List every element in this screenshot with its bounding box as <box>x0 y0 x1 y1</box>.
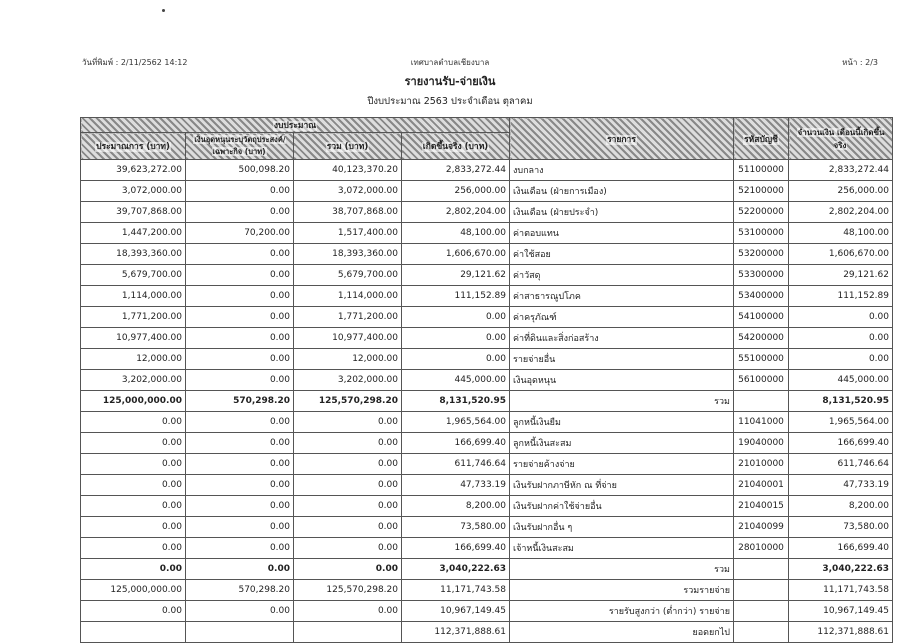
estimate-cell: 0.00 <box>81 475 186 496</box>
account-code-cell: 53200000 <box>734 244 789 265</box>
actual-cell: 73,580.00 <box>402 517 510 538</box>
actual-header: เกิดขึ้นจริง (บาท) <box>402 133 510 160</box>
table-row <box>81 433 893 454</box>
account-code-cell: 21040015 <box>734 496 789 517</box>
actual-cell: 29,121.62 <box>402 265 510 286</box>
table-row <box>81 328 893 349</box>
receipt-expense-table <box>80 117 893 643</box>
item-cell: รายจ่ายอื่น <box>510 349 734 370</box>
month-amount-cell: 0.00 <box>789 307 893 328</box>
table-row <box>81 202 893 223</box>
month-amount-cell: 48,100.00 <box>789 223 893 244</box>
account-code-cell: 54200000 <box>734 328 789 349</box>
item-cell: รวม <box>510 559 734 580</box>
specific-grant-cell: 0.00 <box>186 181 294 202</box>
specific-grant-cell: 0.00 <box>186 538 294 559</box>
account-code-cell: 53300000 <box>734 265 789 286</box>
specific-grant-cell: 0.00 <box>186 286 294 307</box>
table-row <box>81 181 893 202</box>
estimate-cell: 5,679,700.00 <box>81 265 186 286</box>
specific-grant-header: เงินอุดหนุนระบุวัตถุประสงค์/เฉพาะกิจ (บาท) <box>186 133 294 160</box>
total-cell: 0.00 <box>294 496 402 517</box>
table-row <box>81 370 893 391</box>
specific-grant-cell: 0.00 <box>186 496 294 517</box>
account-code-cell <box>734 391 789 412</box>
table-row <box>81 538 893 559</box>
estimate-header: ประมาณการ (บาท) <box>81 133 186 160</box>
specific-grant-cell: 0.00 <box>186 412 294 433</box>
specific-grant-cell: 570,298.20 <box>186 580 294 601</box>
estimate-cell: 1,114,000.00 <box>81 286 186 307</box>
table-row <box>81 286 893 307</box>
actual-cell: 8,131,520.95 <box>402 391 510 412</box>
item-cell: ยอดยกไป <box>510 622 734 643</box>
table-row <box>81 160 893 181</box>
total-cell: 38,707,868.00 <box>294 202 402 223</box>
actual-cell: 3,040,222.63 <box>402 559 510 580</box>
item-header: รายการ <box>510 118 734 160</box>
specific-grant-cell: 0.00 <box>186 265 294 286</box>
estimate-cell: 18,393,360.00 <box>81 244 186 265</box>
actual-cell: 11,171,743.58 <box>402 580 510 601</box>
estimate-cell: 0.00 <box>81 433 186 454</box>
specific-grant-cell: 0.00 <box>186 433 294 454</box>
specific-grant-cell: 0.00 <box>186 307 294 328</box>
account-code-cell <box>734 559 789 580</box>
specific-grant-cell: 500,098.20 <box>186 160 294 181</box>
item-cell: รายรับสูงกว่า (ต่ำกว่า) รายจ่าย <box>510 601 734 622</box>
item-cell: ค่าที่ดินและสิ่งก่อสร้าง <box>510 328 734 349</box>
account-code-cell: 53100000 <box>734 223 789 244</box>
budget-group-header: งบประมาณ <box>81 118 510 133</box>
month-amount-cell: 3,040,222.63 <box>789 559 893 580</box>
account-code-cell: 52200000 <box>734 202 789 223</box>
total-cell: 1,517,400.00 <box>294 223 402 244</box>
specific-grant-cell: 0.00 <box>186 349 294 370</box>
month-amount-cell: 73,580.00 <box>789 517 893 538</box>
actual-cell: 1,606,670.00 <box>402 244 510 265</box>
item-cell: เงินอุดหนุน <box>510 370 734 391</box>
table-row <box>81 391 893 412</box>
estimate-cell: 0.00 <box>81 454 186 475</box>
item-cell: ค่าใช้สอย <box>510 244 734 265</box>
account-code-cell: 52100000 <box>734 181 789 202</box>
month-amount-cell: 1,965,564.00 <box>789 412 893 433</box>
estimate-cell <box>81 622 186 643</box>
estimate-cell: 0.00 <box>81 538 186 559</box>
actual-cell: 166,699.40 <box>402 538 510 559</box>
account-code-cell: 21040001 <box>734 475 789 496</box>
total-cell: 0.00 <box>294 538 402 559</box>
total-header: รวม (บาท) <box>294 133 402 160</box>
table-row <box>81 223 893 244</box>
total-cell: 3,202,000.00 <box>294 370 402 391</box>
specific-grant-cell: 0.00 <box>186 370 294 391</box>
scan-speck <box>162 9 165 12</box>
month-amount-header: จำนวนเงิน เดือนนี้เกิดขึ้นจริง <box>789 118 893 160</box>
total-cell: 0.00 <box>294 601 402 622</box>
account-code-cell <box>734 622 789 643</box>
month-amount-cell: 2,802,204.00 <box>789 202 893 223</box>
total-cell: 0.00 <box>294 433 402 454</box>
item-cell: เงินเดือน (ฝ่ายประจำ) <box>510 202 734 223</box>
actual-cell: 0.00 <box>402 349 510 370</box>
actual-cell: 8,200.00 <box>402 496 510 517</box>
item-cell: ค่าตอบแทน <box>510 223 734 244</box>
specific-grant-cell: 0.00 <box>186 244 294 265</box>
account-code-cell: 51100000 <box>734 160 789 181</box>
report-subtitle: ปีงบประมาณ 2563 ประจำเดือน ตุลาคม <box>367 96 533 107</box>
page-number: หน้า : 2/3 <box>842 58 878 67</box>
total-cell: 0.00 <box>294 559 402 580</box>
total-cell: 0.00 <box>294 454 402 475</box>
table-body <box>81 160 893 643</box>
total-cell: 40,123,370.20 <box>294 160 402 181</box>
month-amount-cell: 0.00 <box>789 328 893 349</box>
actual-cell: 0.00 <box>402 328 510 349</box>
specific-grant-cell: 0.00 <box>186 517 294 538</box>
item-cell: รายจ่ายค้างจ่าย <box>510 454 734 475</box>
specific-grant-cell: 0.00 <box>186 454 294 475</box>
item-cell: งบกลาง <box>510 160 734 181</box>
item-cell: เงินรับฝากอื่น ๆ <box>510 517 734 538</box>
actual-cell: 48,100.00 <box>402 223 510 244</box>
item-cell: ค่าสาธารณูปโภค <box>510 286 734 307</box>
total-cell: 0.00 <box>294 475 402 496</box>
specific-grant-cell: 0.00 <box>186 559 294 580</box>
month-amount-cell: 1,606,670.00 <box>789 244 893 265</box>
estimate-cell: 39,707,868.00 <box>81 202 186 223</box>
total-cell: 0.00 <box>294 412 402 433</box>
actual-cell: 47,733.19 <box>402 475 510 496</box>
estimate-cell: 10,977,400.00 <box>81 328 186 349</box>
organization-name: เทศบาลตำบลเชียงบาล <box>410 58 490 67</box>
item-cell: รวมรายจ่าย <box>510 580 734 601</box>
estimate-cell: 3,072,000.00 <box>81 181 186 202</box>
specific-grant-cell: 0.00 <box>186 328 294 349</box>
actual-cell: 256,000.00 <box>402 181 510 202</box>
month-amount-cell: 11,171,743.58 <box>789 580 893 601</box>
total-cell: 12,000.00 <box>294 349 402 370</box>
specific-grant-cell <box>186 622 294 643</box>
total-cell: 3,072,000.00 <box>294 181 402 202</box>
specific-grant-cell: 0.00 <box>186 475 294 496</box>
actual-cell: 2,833,272.44 <box>402 160 510 181</box>
estimate-cell: 125,000,000.00 <box>81 391 186 412</box>
account-code-cell <box>734 580 789 601</box>
table-row <box>81 454 893 475</box>
table-row <box>81 601 893 622</box>
month-amount-cell: 8,131,520.95 <box>789 391 893 412</box>
estimate-cell: 39,623,272.00 <box>81 160 186 181</box>
table-row <box>81 265 893 286</box>
account-code-cell: 11041000 <box>734 412 789 433</box>
month-amount-cell: 0.00 <box>789 349 893 370</box>
estimate-cell: 125,000,000.00 <box>81 580 186 601</box>
table-row <box>81 475 893 496</box>
specific-grant-cell: 70,200.00 <box>186 223 294 244</box>
total-cell: 125,570,298.20 <box>294 580 402 601</box>
item-cell: ค่าครุภัณฑ์ <box>510 307 734 328</box>
actual-cell: 112,371,888.61 <box>402 622 510 643</box>
actual-cell: 1,965,564.00 <box>402 412 510 433</box>
item-cell: ลูกหนี้เงินยืม <box>510 412 734 433</box>
total-cell: 125,570,298.20 <box>294 391 402 412</box>
account-code-cell: 53400000 <box>734 286 789 307</box>
month-amount-cell: 8,200.00 <box>789 496 893 517</box>
total-cell <box>294 622 402 643</box>
item-cell: ค่าวัสดุ <box>510 265 734 286</box>
estimate-cell: 0.00 <box>81 412 186 433</box>
item-cell: เงินรับฝากค่าใช้จ่ายอื่น <box>510 496 734 517</box>
total-cell: 5,679,700.00 <box>294 265 402 286</box>
actual-cell: 445,000.00 <box>402 370 510 391</box>
account-code-cell: 19040000 <box>734 433 789 454</box>
total-cell: 1,771,200.00 <box>294 307 402 328</box>
actual-cell: 111,152.89 <box>402 286 510 307</box>
estimate-cell: 12,000.00 <box>81 349 186 370</box>
report-title: รายงานรับ-จ่ายเงิน <box>404 75 496 88</box>
table-row <box>81 244 893 265</box>
estimate-cell: 3,202,000.00 <box>81 370 186 391</box>
account-code-header: รหัสบัญชี <box>734 118 789 160</box>
table-row <box>81 349 893 370</box>
estimate-cell: 0.00 <box>81 601 186 622</box>
specific-grant-cell: 570,298.20 <box>186 391 294 412</box>
estimate-cell: 0.00 <box>81 559 186 580</box>
month-amount-cell: 10,967,149.45 <box>789 601 893 622</box>
account-code-cell: 55100000 <box>734 349 789 370</box>
estimate-cell: 0.00 <box>81 496 186 517</box>
actual-cell: 166,699.40 <box>402 433 510 454</box>
account-code-cell: 56100000 <box>734 370 789 391</box>
item-cell: รวม <box>510 391 734 412</box>
month-amount-cell: 2,833,272.44 <box>789 160 893 181</box>
table-row <box>81 412 893 433</box>
total-cell: 1,114,000.00 <box>294 286 402 307</box>
specific-grant-cell: 0.00 <box>186 202 294 223</box>
month-amount-cell: 445,000.00 <box>789 370 893 391</box>
estimate-cell: 0.00 <box>81 517 186 538</box>
estimate-cell: 1,771,200.00 <box>81 307 186 328</box>
month-amount-cell: 166,699.40 <box>789 538 893 559</box>
item-cell: เจ้าหนี้เงินสะสม <box>510 538 734 559</box>
month-amount-cell: 111,152.89 <box>789 286 893 307</box>
account-code-cell: 54100000 <box>734 307 789 328</box>
account-code-cell: 21040099 <box>734 517 789 538</box>
item-cell: ลูกหนี้เงินสะสม <box>510 433 734 454</box>
actual-cell: 10,967,149.45 <box>402 601 510 622</box>
account-code-cell <box>734 601 789 622</box>
month-amount-cell: 47,733.19 <box>789 475 893 496</box>
total-cell: 10,977,400.00 <box>294 328 402 349</box>
table-row <box>81 559 893 580</box>
item-cell: เงินรับฝากภาษีหัก ณ ที่จ่าย <box>510 475 734 496</box>
actual-cell: 2,802,204.00 <box>402 202 510 223</box>
account-code-cell: 21010000 <box>734 454 789 475</box>
table-row <box>81 622 893 643</box>
table-row <box>81 496 893 517</box>
table-row <box>81 517 893 538</box>
month-amount-cell: 29,121.62 <box>789 265 893 286</box>
actual-cell: 0.00 <box>402 307 510 328</box>
month-amount-cell: 112,371,888.61 <box>789 622 893 643</box>
table-row <box>81 580 893 601</box>
month-amount-cell: 166,699.40 <box>789 433 893 454</box>
total-cell: 0.00 <box>294 517 402 538</box>
total-cell: 18,393,360.00 <box>294 244 402 265</box>
month-amount-cell: 611,746.64 <box>789 454 893 475</box>
table-row <box>81 307 893 328</box>
print-date: วันที่พิมพ์ : 2/11/2562 14:12 <box>82 58 188 67</box>
estimate-cell: 1,447,200.00 <box>81 223 186 244</box>
actual-cell: 611,746.64 <box>402 454 510 475</box>
month-amount-cell: 256,000.00 <box>789 181 893 202</box>
specific-grant-cell: 0.00 <box>186 601 294 622</box>
item-cell: เงินเดือน (ฝ่ายการเมือง) <box>510 181 734 202</box>
account-code-cell: 28010000 <box>734 538 789 559</box>
